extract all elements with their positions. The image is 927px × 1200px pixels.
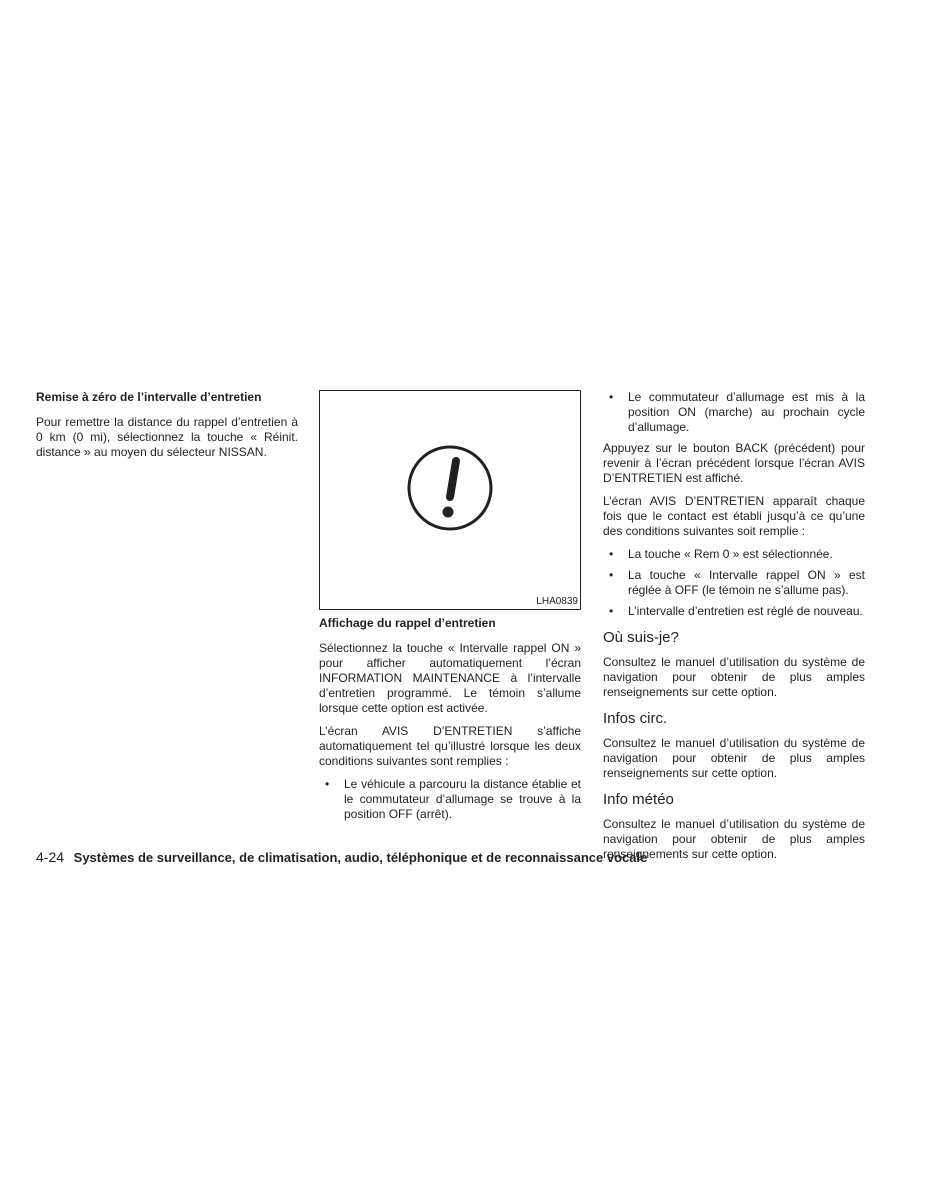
- bullet-icon: •: [609, 568, 614, 582]
- column-3: [603, 390, 865, 870]
- list-item: [603, 604, 865, 619]
- list-item-text: L’intervalle d’entretien est réglé de nouveau.: [628, 604, 863, 618]
- chapter-title: Systèmes de surveillance, de climatisation, audio, téléphonique et de reconnaissance vocale: [73, 850, 648, 865]
- list-item: [319, 777, 581, 822]
- column-1: [36, 390, 298, 468]
- page-number: 4-24: [36, 849, 65, 865]
- list-item-text: Le véhicule a parcouru la distance établie et le commutateur d’allumage se trouve à la position OFF (arrêt).: [344, 777, 581, 821]
- list-item-text: Le commutateur d’allumage est mis à la position ON (marche) au prochain cycle d’allumage.: [628, 390, 865, 434]
- bullet-icon: •: [325, 777, 330, 791]
- subsection-title: Info météo: [603, 791, 674, 808]
- paragraph: Sélectionnez la touche « Intervalle rappel ON » pour afficher automatiquement l’écran INFORMATION MAINTENANCE à l’intervalle d’entretien programmé. Le témoin s’allume lorsque cette option est activée.: [319, 641, 581, 715]
- paragraph: Consultez le manuel d’utilisation du système de navigation pour obtenir de plus amples renseignements sur cette option.: [603, 817, 865, 861]
- paragraph: L’écran AVIS D’ENTRETIEN s’affiche automatiquement tel qu’illustré lorsque les deux conditions suivantes sont remplies :: [319, 724, 581, 768]
- paragraph: L’écran AVIS D’ENTRETIEN apparaît chaque fois que le contact est établi jusqu’à ce qu’une des conditions suivantes soit remplie :: [603, 494, 865, 538]
- subsection-title: Où suis-je?: [603, 629, 679, 646]
- bullet-icon: •: [609, 604, 614, 618]
- maintenance-figure: [319, 390, 581, 610]
- bullet-icon: •: [609, 547, 614, 561]
- paragraph: Consultez le manuel d’utilisation du système de navigation pour obtenir de plus amples renseignements sur cette option.: [603, 655, 865, 699]
- paragraph: Consultez le manuel d’utilisation du système de navigation pour obtenir de plus amples renseignements sur cette option.: [603, 736, 865, 780]
- list-item: [603, 568, 865, 598]
- figure-label: LHA0839: [536, 596, 578, 607]
- section-heading: Remise à zéro de l’intervalle d’entretien: [36, 390, 262, 404]
- bullet-icon: •: [609, 390, 614, 404]
- list-item: [603, 390, 865, 435]
- exclamation-circle-icon: [407, 445, 493, 531]
- figure-caption: Affichage du rappel d’entretien: [319, 616, 496, 630]
- list-item: [603, 547, 865, 562]
- subsection-title: Infos circ.: [603, 710, 668, 727]
- paragraph: Pour remettre la distance du rappel d’entretien à 0 km (0 mi), sélectionnez la touche « Réinit. distance » au moyen du sélecteur NISSAN.: [36, 415, 298, 459]
- list-item-text: La touche « Intervalle rappel ON » est réglée à OFF (le témoin ne s’allume pas).: [628, 568, 865, 597]
- list-item-text: La touche « Rem 0 » est sélectionnée.: [628, 547, 833, 561]
- paragraph: Appuyez sur le bouton BACK (précédent) pour revenir à l’écran précédent lorsque l’écran AVIS D’ENTRETIEN est affiché.: [603, 441, 865, 485]
- column-2: [319, 390, 581, 828]
- page-footer: [36, 849, 647, 866]
